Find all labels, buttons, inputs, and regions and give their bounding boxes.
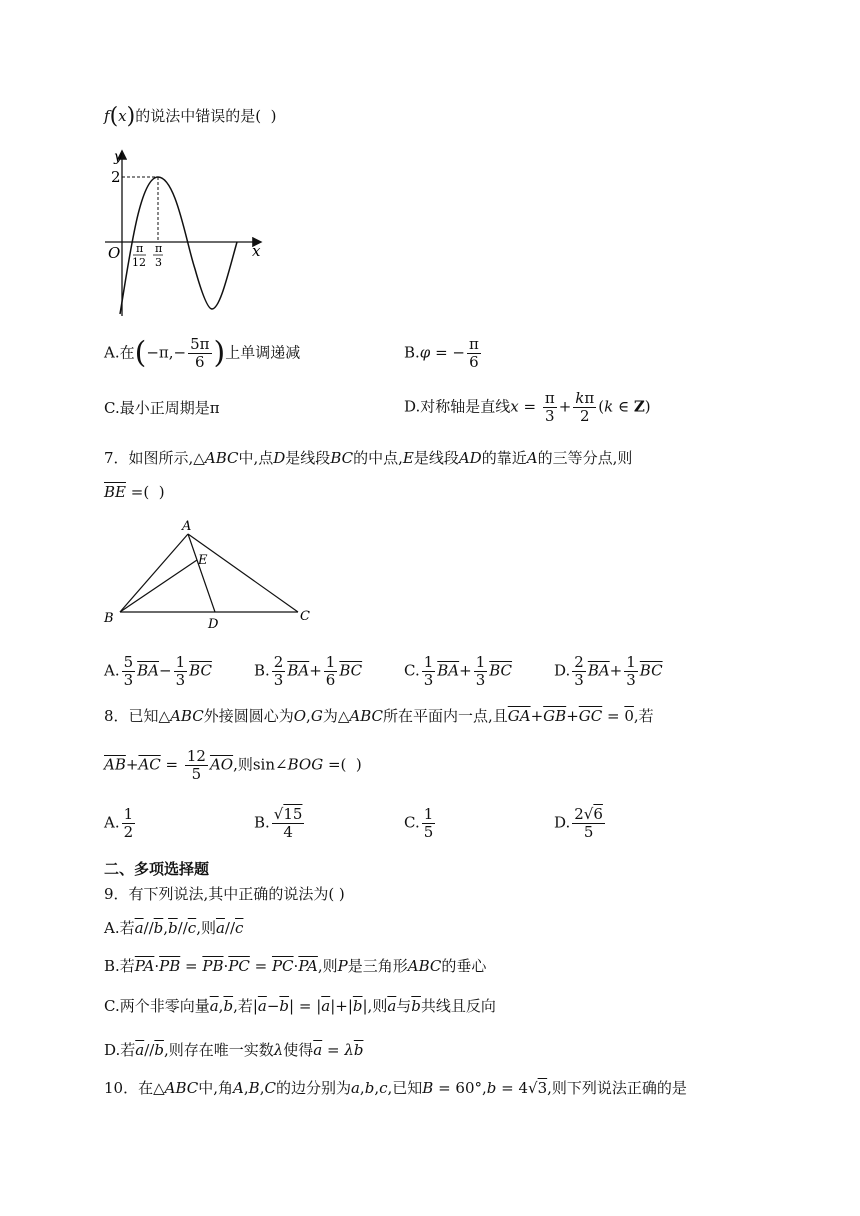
q7-triangle-figure: [100, 516, 330, 632]
q8-option-c: C. $\frac{1}{5}$: [404, 805, 434, 841]
fig-label-e: E: [198, 553, 208, 568]
q6-option-d: D.对称轴是直线x = $\frac{\pi}{3}$ + $\frac{k\pi}{2}$ (k ∈ Z): [404, 389, 651, 425]
graph-x-label: x: [252, 242, 261, 260]
q8-option-b: B. $\frac{√15}{4}$: [254, 805, 303, 841]
q7-option-d: D. $\frac{2}{3}$ $\overline{BA}+$ $\frac{1}{3}$ $\overline{BC}$: [554, 653, 663, 689]
graph-ymax-label: 2: [111, 168, 121, 186]
q6-sine-graph: [100, 144, 270, 320]
q9-option-b: B.若$\overline{PA}\cdot\overline{PB} = \overline{PB}\cdot\overline{PC} = \overline{PC}\cdot\overline{PA}$,则P是三角形ABC的垂心: [104, 957, 487, 975]
q6-stem: f(x)的说法中错误的是( ): [104, 104, 277, 129]
q7-stem-2: $\overline{BE}$ =( ): [104, 483, 165, 501]
q9-option-c: C.两个非零向量$\overline{a},\overline{b}$,若$|\overline{a}-\overline{b}| = |\overline{a}|+|\overline{b}|$,则$\overline{a}$与$\overline{b}$共线且反向: [104, 997, 496, 1015]
q9-stem: 9．有下列说法,其中正确的说法为( ): [104, 885, 345, 903]
q8-stem: 8．已知△ABC外接圆圆心为O,G为△ABC所在平面内一点,且$\overline{GA}+\overline{GB}+\overline{GC} = 0$,若: [104, 707, 654, 725]
q9-option-d: D.若$\overline{a}//\overline{b}$,则存在唯一实数λ使得$\overline{a} = \lambda\overline{b}$: [104, 1041, 364, 1059]
fig-label-c: C: [300, 609, 310, 624]
q8-stem-2: $\overline{AB}+\overline{AC}$ = $\frac{12}{5}$ $\overline{AO}$,则sin∠BOG =( ): [104, 747, 362, 783]
fig-label-d: D: [208, 617, 219, 632]
q6-option-a: A.在(−π,− $\frac{5\pi}{6}$ )上单调递减: [104, 335, 301, 371]
q6-option-c: C.最小正周期是π: [104, 399, 220, 417]
q8-option-a: A. $\frac{1}{2}$: [104, 805, 134, 841]
fig-label-b: B: [104, 611, 114, 626]
q9-option-a: A.若$\overline{a}//\overline{b},\overline{b}//\overline{c}$,则$\overline{a}//\overline{c}$: [104, 919, 244, 937]
section-title: 二、多项选择题: [104, 860, 210, 878]
graph-tick2-den: 3: [155, 256, 162, 269]
fig-label-a: A: [182, 519, 192, 534]
graph-tick2-num: π: [155, 242, 163, 255]
graph-tick1-num: π: [136, 242, 144, 255]
q7-option-a: A. $\frac{5}{3}$ $\overline{BA}-$ $\frac{1}{3}$ $\overline{BC}$: [104, 653, 212, 689]
q10-stem: 10．在△ABC中,角A,B,C的边分别为a,b,c,已知B = 60°,b = 4√3,则下列说法正确的是: [104, 1079, 687, 1097]
q7-option-c: C. $\frac{1}{3}$ $\overline{BA}+$ $\frac{1}{3}$ $\overline{BC}$: [404, 653, 513, 689]
q7-stem: 7．如图所示,△ABC中,点D是线段BC的中点,E是线段AD的靠近A的三等分点,则: [104, 449, 633, 467]
graph-y-label: y: [114, 149, 122, 165]
q8-option-d: D. $\frac{2√6}{5}$: [554, 805, 603, 841]
graph-origin-label: O: [108, 244, 121, 262]
q6-option-b: B.φ = − $\frac{\pi}{6}$: [404, 335, 479, 371]
graph-tick1-den: 12: [132, 256, 146, 269]
q7-option-b: B. $\frac{2}{3}$ $\overline{BA}+$ $\frac{1}{6}$ $\overline{BC}$: [254, 653, 363, 689]
